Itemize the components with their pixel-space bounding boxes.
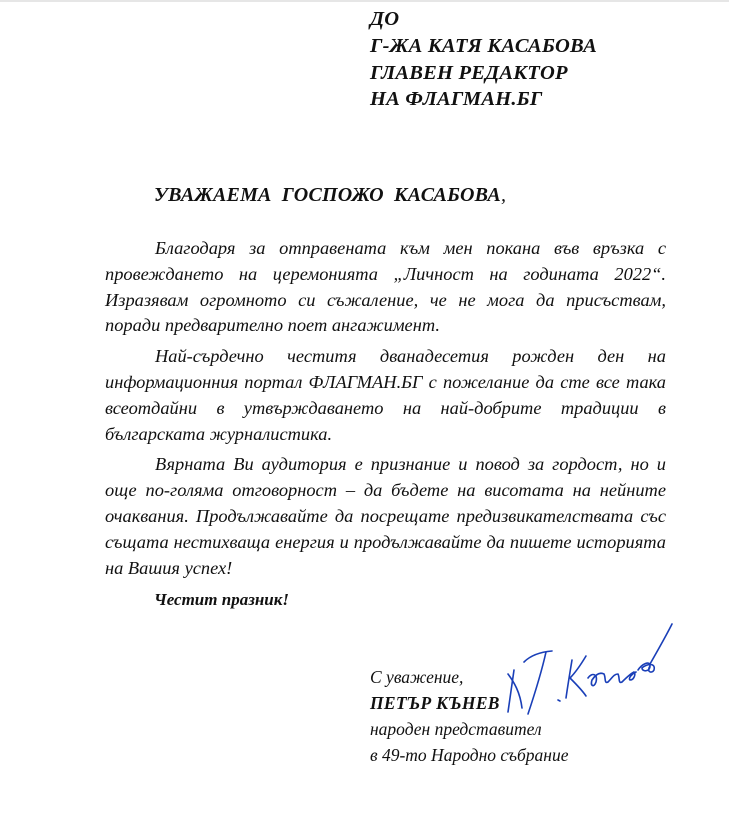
salutation-text: УВАЖАЕМА ГОСПОЖО КАСАБОВА [154,184,501,206]
page-top-edge [0,0,729,2]
letter-body [105,236,666,586]
handwritten-signature [500,612,675,722]
paragraph-audience: Вярната Ви аудитория е признание и повод за гордост, но и още по-голяма отговорност – да бъдете на висотата на нейните очаквания. Продължавайте да посрещате предизвикателствата със същата нестихваща енергия и продължавайте да пишете историята на Вашия успех! [105,454,666,578]
closing-greeting: Честит празник! [154,590,289,609]
signer-assembly: в 49-то Народно събрание [370,745,569,765]
salutation [154,184,506,207]
paragraph-congratulations: Най-сърдечно честитя дванадесетия рожден ден на информационния портал ФЛАГМАН.БГ с пожелание да сте все така всеотдайни в утвърждаването на най-добрите традиции в българската журналистика. [105,346,666,444]
address-to: ДО [370,8,400,30]
signer-title: народен представител [370,719,542,739]
regards-text: С уважение, [370,667,464,687]
recipient-address-block [370,6,597,113]
address-recipient: Г-ЖА КАТЯ КАСАБОВА [370,34,598,57]
paragraph-thanks: Благодаря за отправената към мен покана във връзка с провеждането на церемонията „Личност на годината 2022“. Изразявам огромното си съжаление, че не мога да присъствам, поради предварително поет ангажимент. [105,238,666,336]
address-outlet: НА ФЛАГМАН.БГ [370,88,543,111]
address-position: ГЛАВЕН РЕДАКТОР [370,61,568,84]
salutation-comma: , [500,184,507,206]
signer-name: ПЕТЪР КЪНЕВ [370,693,500,713]
